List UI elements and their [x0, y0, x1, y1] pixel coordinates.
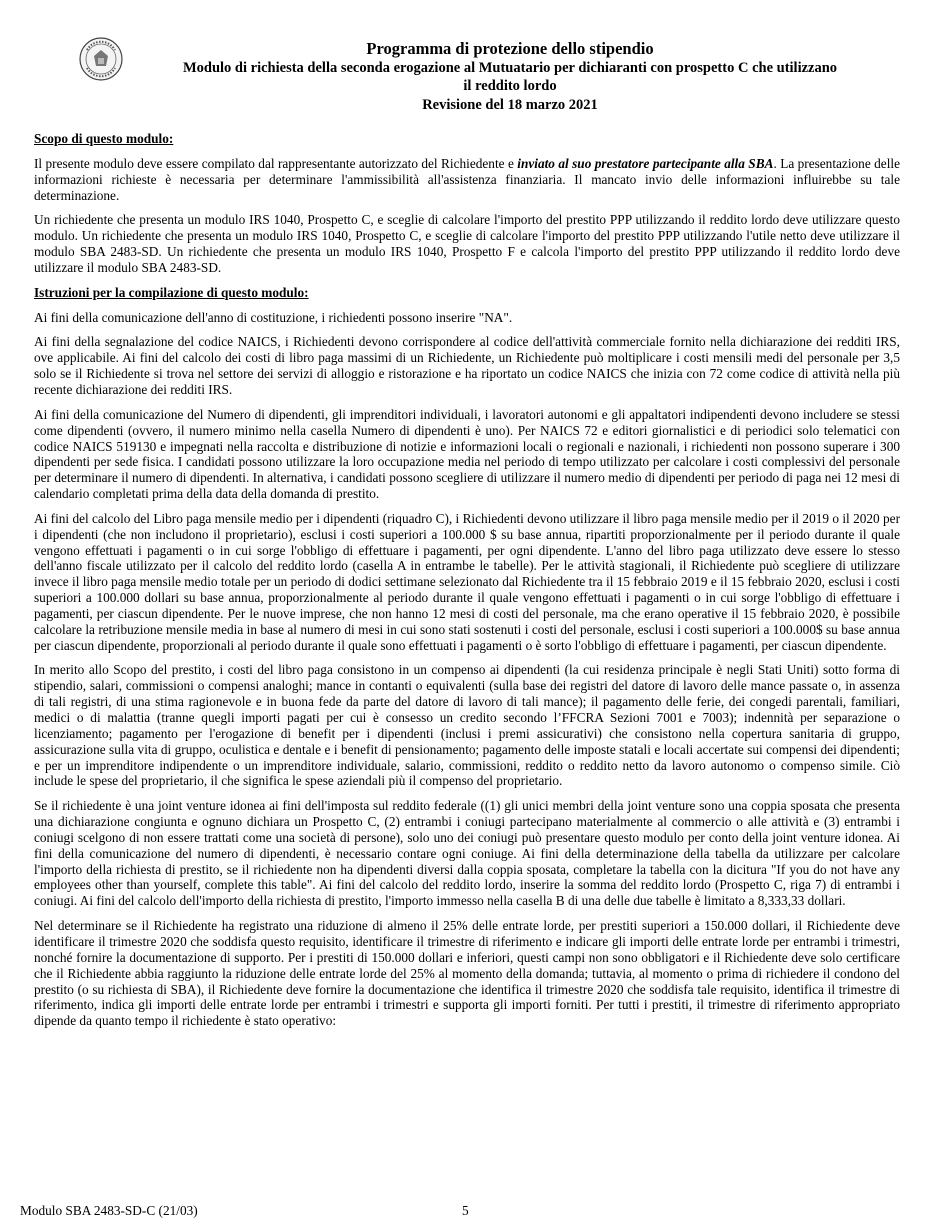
instructions-paragraph-5: In merito allo Scopo del prestito, i costi del libro paga consistono in un compenso ai dipendenti (la cui residenza principale è negli Stati Uniti) sotto forma di stipendio, salari, commissioni o compensi analoghi; mance in contanti o equivalenti (sulla base dei registri del datore di lavoro delle mance passate o, in assenza di tali registri, di una stima ragionevole e in buona fede da parte del datore di lavoro di tali mance); il pagamento delle ferie, dei congedi parentali, familiari, medici o di malattia (tranne quegli importi pagati per cui è consesso un credito secondo l’FFCRA Sezioni 7001 e 7003); indennità per separazione o licenziamento; pagamento per l'erogazione di benefit per i dipendenti (inclusi i premi assicurativi) che consistono nella copertura sanitaria di gruppo, assicurazione sulla vita di gruppo, oculistica e dentale e i benefit di pensionamento; pagamento delle imposte statali e locali accertate sui compensi dei dipendenti; e per un imprenditore indipendente o un imprenditore individuale, salario, commissioni, reddito o reddito netto da lavoro autonomo o compenso simile. Ciò include le spese del proprietario, il che significa le spese aziendali più il compenso del proprietario.: [34, 662, 900, 789]
form-subtitle-line2: il reddito lordo: [463, 78, 557, 94]
program-title: Programma di protezione dello stipendio: [366, 39, 654, 58]
scope-heading: Scopo di questo modulo:: [34, 131, 174, 146]
page-number: 5: [462, 1203, 469, 1218]
form-identifier: Modulo SBA 2483-SD-C (21/03): [20, 1203, 198, 1218]
scope-text-emphasis: inviato al suo prestatore partecipante alla SBA: [517, 155, 774, 171]
instructions-paragraph-3: Ai fini della comunicazione del Numero di dipendenti, gli imprenditori individuali, i lavoratori autonomi e gli appaltatori indipendenti devono includere se stessi come dipendenti (ovvero, il numero minimo nella casella Numero di dipendenti è uno). Per NAICS 72 e editori giornalistici e di periodici solo telematici con codice NAICS 519130 e impegnati nella raccolta e distribuzione di notizie e informazioni locali o regionali e nazionali, i richiedenti non possono superare i 300 dipendenti per sede fisica. I candidati possono utilizzare la loro occupazione media nel periodo di tempo utilizzato per calcolare i costi complessivi del personale per determinare il numero di dipendenti. In alternativa, i candidati possono scegliere di utilizzare il numero medio di dipendenti per periodo di paga nei 12 mesi di calendario completati prima della data della domanda di prestito.: [34, 406, 900, 502]
form-subtitle-line1: Modulo di richiesta della seconda erogazione al Mutuatario per dichiaranti con prospetto C che utilizzano: [182, 59, 838, 76]
instructions-paragraph-2: Ai fini della segnalazione del codice NAICS, i Richiedenti devono corrispondere al codice dell'attività commerciale fornito nella dichiarazione dei redditi IRS, ove applicabile. Ai fini del calcolo dei costi di libro paga massimi di un Richiedente, un Richiedente può moltiplicare i costi mensili medi del personale per 3,5 solo se il Richiedente si trova nel settore dei servizi di alloggio e ristorazione e ha riportato un codice NAICS che inizia con 72 come codice di attività nella più recente dichiarazione dei redditi IRS.: [34, 334, 900, 397]
sba-seal-logo: [78, 36, 124, 82]
document-body: [34, 131, 900, 1038]
instructions-paragraph-6: Se il richiedente è una joint venture idonea ai fini dell'imposta sul reddito federale ((1) gli unici membri della joint venture sono una coppia sposata che presenta una dichiarazione congiunta e ognuno dichiara un Prospetto C, (2) entrambi i coniugi partecipano materialmente al commercio o alle attività e (3) entrambi i coniugi scelgono di non essere trattati come una società di persone), solo uno dei coniugi può presentare questo modulo per conto della joint venture idonea. Ai fini della comunicazione del numero di dipendenti, è necessario contare ogni coniuge. Ai fini della determinazione della tabella da utilizzare per calcolare l'importo della richiesta di prestito, se il richiedente non ha dipendenti diversi dalla coppia sposata, completare la tabella con la dicitura "If you do not have any employees other than yourself, complete this table". Ai fini del calcolo del reddito lordo, inserire la somma del reddito lordo (Prospetto C, riga 7) di entrambi i coniugi. Ai fini del calcolo dell'importo della richiesta di prestito, l'importo immesso nella casella B di una delle due tabelle è limitato a 8,333,33 dollari.: [34, 798, 900, 909]
document-header: [140, 40, 880, 114]
revision-date: Revisione del 18 marzo 2021: [422, 96, 598, 113]
instructions-heading: Istruzioni per la compilazione di questo modulo:: [34, 284, 309, 300]
scope-text-b: . La presentazione delle informazioni richieste è necessaria per determinare l'ammissibilità all'assistenza finanziaria. Il mancato invio delle informazioni influirebbe su tale determinazione.: [34, 155, 900, 203]
scope-text-a: Il presente modulo deve essere compilato dal rappresentante autorizzato del Richiedente e: [34, 155, 518, 171]
instructions-paragraph-1: Ai fini della comunicazione dell'anno di costituzione, i richiedenti possono inserire "NA".: [34, 309, 513, 325]
instructions-paragraph-4: Ai fini del calcolo del Libro paga mensile medio per i dipendenti (riquadro C), i Richiedenti devono utilizzare il libro paga mensile medio per il 2019 o il 2020 per i dipendenti (che non includono il proprietario), esclusi i costi superiori a 100.000 $ su base annua, ripartiti proporzionalmente per il periodo durante il quale vengono effettuati i pagamenti o in cui sorge l'obbligo di effettuare i pagamenti, per ogni dipendente. L'anno del libro paga utilizzato deve essere lo stesso dell'anno fiscale utilizzato per il calcolo del reddito lordo (casella A in entrambe le tabelle). Per le attività stagionali, il Richiedente può scegliere di utilizzare invece il libro paga mensile medio totale per un periodo di dodici settimane selezionato dal Richiedente tra il 15 febbraio 2019 e il 15 febbraio 2020, esclusi i costi superiori a 100.000 dollari su base annua, proporzionalmente al periodo durante il quale vengono effettuati i pagamenti o in cui sorge l'obbligo di effettuare i pagamenti, per ciascun dipendente. Per le nuove imprese, che non hanno 12 mesi di costi del personale, ma che erano operative il 15 febbraio 2020, è possibile calcolare la retribuzione mensile media in base al numero di mesi in cui sono stati sostenuti i costi del personale, esclusi i costi superiori a 100.000$ su base annua per ciascun dipendente, proporzionali al periodo durante il quale sono effettuati i pagamenti o è sorto l'obbligo di effettuare i pagamenti, per ciascun dipendente.: [34, 510, 900, 653]
scope-paragraph-1: [34, 156, 900, 204]
instructions-paragraph-7: Nel determinare se il Richiedente ha registrato una riduzione di almeno il 25% delle entrate lorde, per prestiti superiori a 150.000 dollari, il Richiedente deve identificare il trimestre 2020 che soddisfa questo requisito, identificare il trimestre di riferimento e indicare gli importi delle entrate lorde per entrambi i trimestri, nonché fornire la documentazione di supporto. Per i prestiti di 150.000 dollari e inferiori, questi campi non sono obbligatori e il Richiedente deve solo certificare che il Richiedente abbia raggiunto la riduzione delle entrate lorde del 25% al momento della domanda; tuttavia, al momento o prima di richiedere il condono del prestito (o su richiesta di SBA), il Richiedente deve fornire la documentazione che identifica il trimestre 2020 che soddisfa tale requisito, identifica il trimestre di riferimento, indica gli importi delle entrate lorde per entrambi i trimestri e supporta gli importi forniti. Per tutti i prestiti, il trimestre di riferimento appropriato dipende da quanto tempo il richiedente è stato operativo:: [34, 918, 900, 1029]
scope-paragraph-2: Un richiedente che presenta un modulo IRS 1040, Prospetto C, e sceglie di calcolare l'importo del prestito PPP utilizzando il reddito lordo deve utilizzare questo modulo. Un richiedente che presenta un modulo IRS 1040, Prospetto C, e sceglie di calcolare l'importo del prestito PPP utilizzando l'utile netto deve utilizzare il modulo SBA 2483-SD. Un richiedente che presenta un modulo IRS 1040, Prospetto F e calcola l'importo del prestito PPP utilizzando il reddito lordo deve utilizzare il modulo SBA 2483-SD.: [34, 212, 900, 275]
